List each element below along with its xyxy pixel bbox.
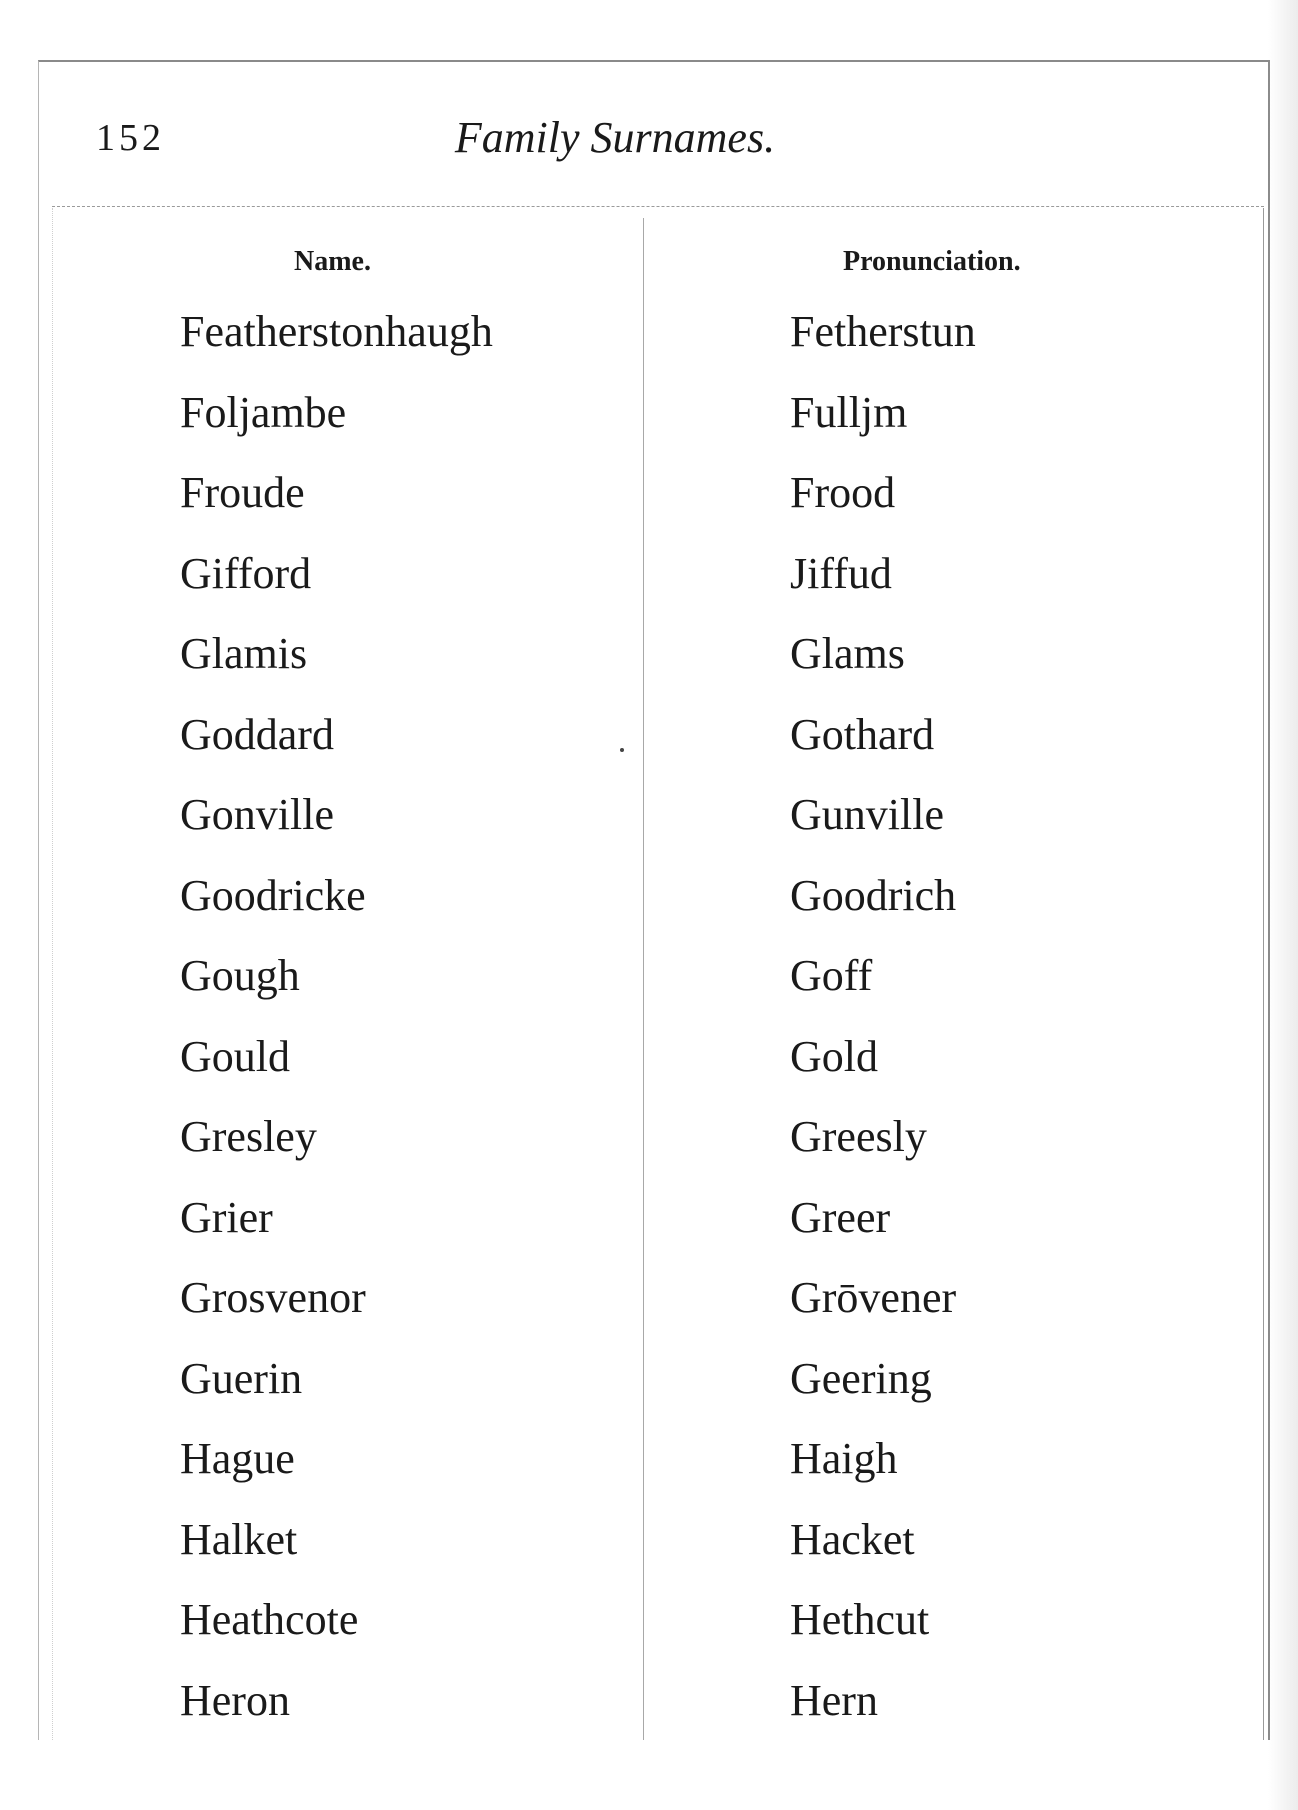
header-rule <box>52 206 1264 207</box>
pronunciation-cell: Goff <box>790 951 873 1000</box>
table-row <box>0 1186 1298 1267</box>
pronunciation-cell: Gunville <box>790 790 944 839</box>
surname-cell: Gould <box>180 1031 290 1081</box>
surname-cell: Gresley <box>180 1112 317 1161</box>
table-row <box>0 1025 1298 1106</box>
surname-cell: Guerin <box>180 1353 303 1403</box>
table-row <box>0 461 1298 542</box>
table-row <box>0 622 1298 703</box>
page-header <box>0 100 1298 180</box>
table-row <box>0 542 1298 623</box>
pronunciation-cell: Geering <box>790 1353 932 1403</box>
surname-cell: Glamis <box>180 629 308 678</box>
page-number: 152 <box>96 117 165 159</box>
pronunciation-cell: Glams <box>790 629 905 678</box>
table-row <box>0 1508 1298 1589</box>
surname-cell: Goodricke <box>180 870 366 920</box>
pronunciation-cell: Hethcut <box>790 1595 930 1644</box>
table-row <box>0 1588 1298 1669</box>
pronunciation-cell: Hern <box>790 1675 878 1725</box>
pronunciation-cell: Haigh <box>790 1434 898 1483</box>
pronunciation-cell: Jiffud <box>790 548 892 598</box>
table-row <box>0 1266 1298 1347</box>
table-row <box>0 783 1298 864</box>
surname-cell: Heathcote <box>180 1595 359 1644</box>
surname-cell: Gough <box>180 951 300 1000</box>
pronunciation-cell: Gold <box>790 1031 878 1081</box>
table-row <box>0 944 1298 1025</box>
column-header-name: Name. <box>294 246 371 277</box>
table-row <box>0 1669 1298 1750</box>
pronunciation-cell: Hacket <box>790 1514 915 1564</box>
table-row <box>0 1105 1298 1186</box>
surname-cell: Heron <box>180 1675 290 1725</box>
table-row <box>0 300 1298 381</box>
table-row <box>0 1427 1298 1508</box>
column-header-pronunciation: Pronunciation. <box>843 246 1021 277</box>
surname-cell: Grosvenor <box>180 1273 366 1322</box>
surname-cell: Hague <box>180 1434 295 1483</box>
pronunciation-cell: Fulljm <box>790 387 908 437</box>
pronunciation-cell: Greesly <box>790 1112 927 1161</box>
pronunciation-cell: Fetherstun <box>790 307 976 356</box>
table-row <box>0 381 1298 462</box>
surname-cell: Grier <box>180 1192 273 1242</box>
pronunciation-cell: Frood <box>790 468 896 517</box>
pronunciation-cell: Goodrich <box>790 870 957 920</box>
surname-cell: Froude <box>180 468 305 517</box>
pronunciation-cell: Gothard <box>790 709 935 759</box>
surname-cell: Gifford <box>180 548 312 598</box>
running-title: Family Surnames. <box>454 113 776 162</box>
surname-cell: Featherstonhaugh <box>180 307 493 356</box>
surname-cell: Gonville <box>180 790 334 839</box>
surname-table-body <box>0 300 1298 1749</box>
table-row <box>0 864 1298 945</box>
surname-cell: Halket <box>180 1514 298 1564</box>
surname-cell: Goddard <box>180 709 334 759</box>
ink-speck <box>620 748 624 752</box>
table-row <box>0 703 1298 784</box>
pronunciation-cell: Grōvener <box>790 1273 957 1322</box>
table-row <box>0 1347 1298 1428</box>
pronunciation-cell: Greer <box>790 1192 891 1242</box>
surname-cell: Foljambe <box>180 387 347 437</box>
